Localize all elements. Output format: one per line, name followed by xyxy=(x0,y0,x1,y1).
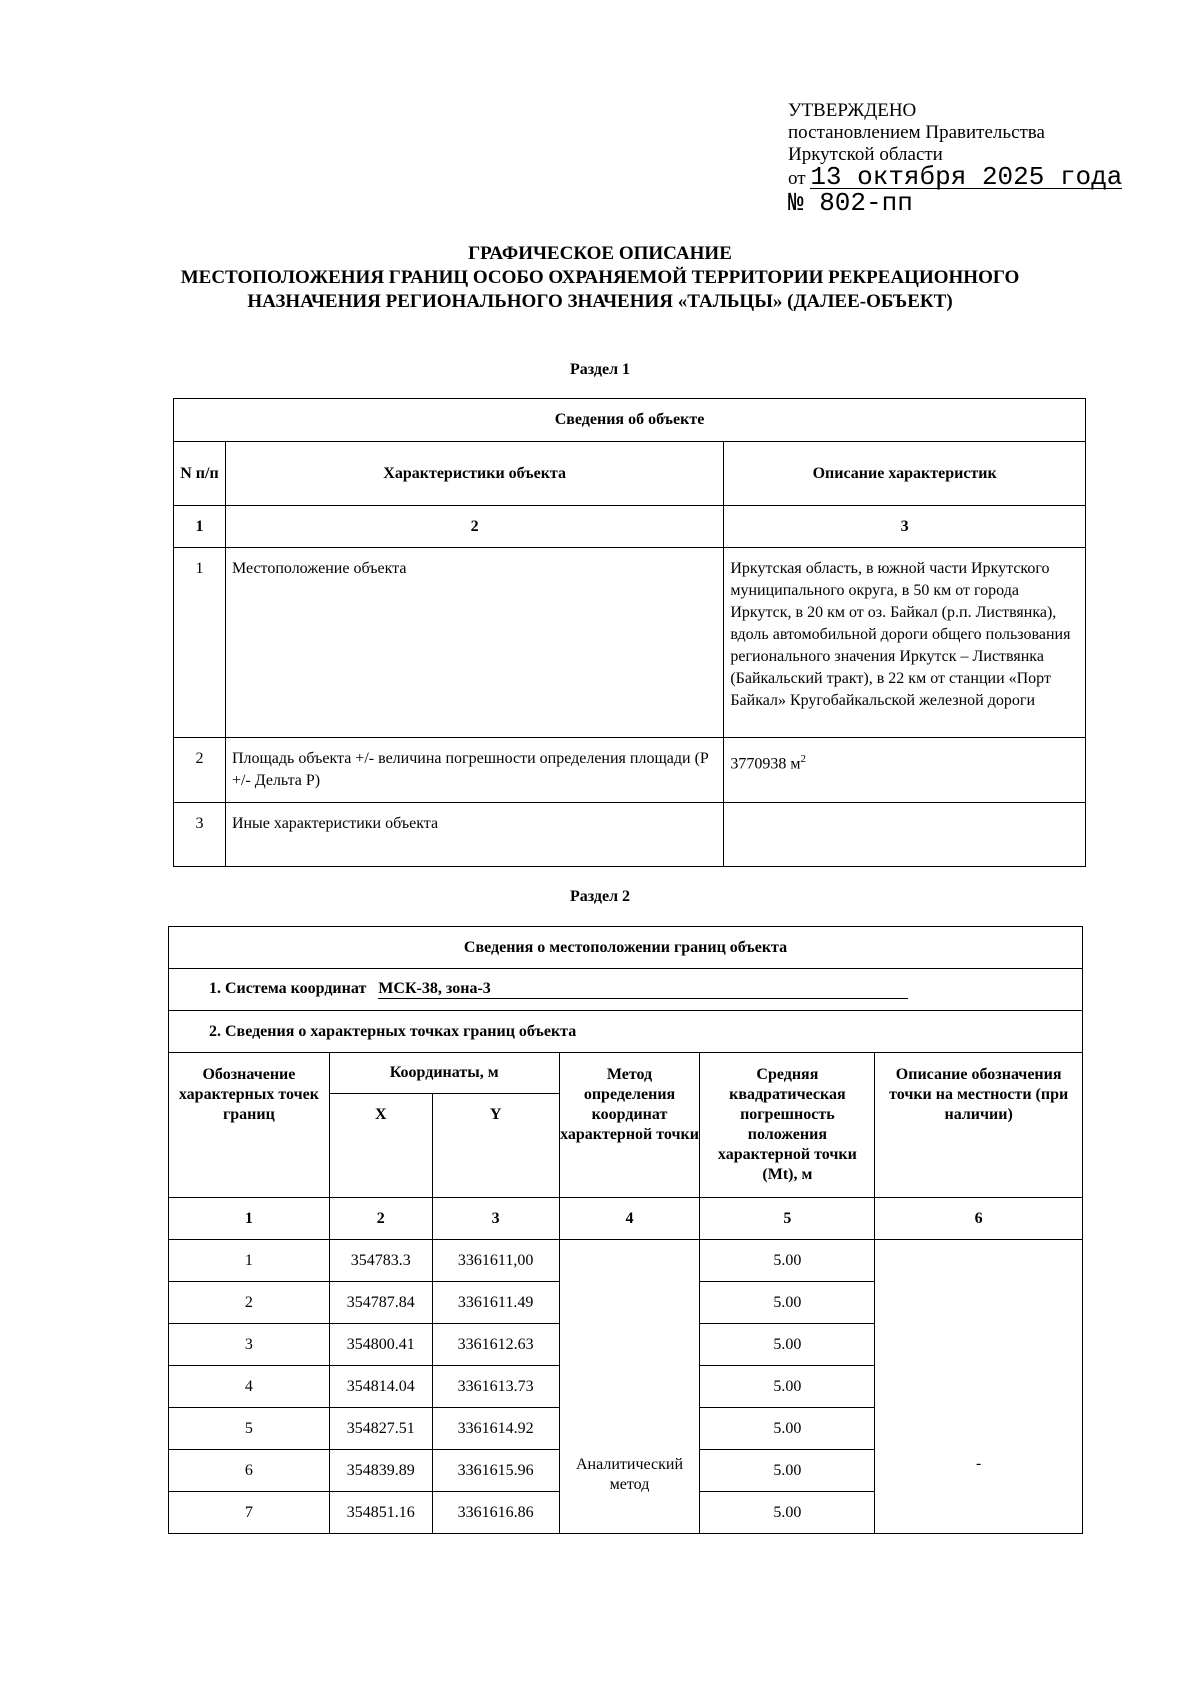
point-y: 3361611,00 xyxy=(432,1240,559,1282)
point-id: 1 xyxy=(169,1240,330,1282)
point-y: 3361613.73 xyxy=(432,1366,559,1408)
object-info-table xyxy=(173,398,1086,867)
point-error: 5.00 xyxy=(700,1492,875,1534)
approval-line-1: постановлением Правительства xyxy=(788,122,1045,143)
row-number: 3 xyxy=(174,803,226,867)
table-row xyxy=(174,548,1086,738)
table-row xyxy=(174,738,1086,803)
index-cell: 1 xyxy=(174,506,226,548)
boundary-points-table xyxy=(168,926,1083,1534)
document-title xyxy=(150,242,1050,314)
header-point: Обозначение характерных точек границ xyxy=(169,1053,330,1198)
point-x: 354839.89 xyxy=(329,1450,432,1492)
table-row xyxy=(174,803,1086,867)
approval-stamp xyxy=(788,100,1123,218)
index-cell: 6 xyxy=(875,1198,1083,1240)
point-error: 5.00 xyxy=(700,1366,875,1408)
approval-date-line xyxy=(788,162,1123,192)
point-error: 5.00 xyxy=(700,1324,875,1366)
point-x: 354787.84 xyxy=(329,1282,432,1324)
point-y: 3361615.96 xyxy=(432,1450,559,1492)
row-name: Иные характеристики объекта xyxy=(225,803,723,867)
header-coordinates: Координаты, м xyxy=(329,1053,559,1094)
header-n: N п/п xyxy=(174,442,226,506)
header-characteristic: Характеристики объекта xyxy=(225,442,723,506)
header-error: Средняя квадратическая погрешность положения характерной точки (Mt), м xyxy=(700,1053,875,1198)
header-y: Y xyxy=(432,1094,559,1198)
description-value: - xyxy=(875,1240,1083,1534)
point-id: 4 xyxy=(169,1366,330,1408)
point-x: 354800.41 xyxy=(329,1324,432,1366)
header-description: Описание характеристик xyxy=(724,442,1086,506)
row-number: 2 xyxy=(174,738,226,803)
approval-heading: УТВЕРЖДЕНО xyxy=(788,100,917,121)
point-x: 354851.16 xyxy=(329,1492,432,1534)
index-cell: 2 xyxy=(225,506,723,548)
area-unit-superscript: 2 xyxy=(800,753,806,765)
coordinate-system-label: 1. Система координат xyxy=(209,980,367,997)
approval-date-prefix: от xyxy=(788,168,806,189)
point-id: 7 xyxy=(169,1492,330,1534)
point-x: 354814.04 xyxy=(329,1366,432,1408)
method-value: Аналитический метод xyxy=(559,1240,700,1534)
index-cell: 5 xyxy=(700,1198,875,1240)
row-number: 1 xyxy=(174,548,226,738)
point-error: 5.00 xyxy=(700,1282,875,1324)
point-x: 354783.3 xyxy=(329,1240,432,1282)
row-value: Иркутская область, в южной части Иркутского муниципального округа, в 50 км от города Иркутск, в 20 км от оз. Байкал (р.п. Листвянка), вдоль автомобильной дороги общего пользования регионального значения Иркутск – Листвянка (Байкальский тракт), в 22 км от станции «Порт Байкал» Кругобайкальской железной дороги xyxy=(724,548,1086,738)
index-cell: 3 xyxy=(432,1198,559,1240)
index-cell: 3 xyxy=(724,506,1086,548)
table-row xyxy=(169,1240,1083,1282)
point-error: 5.00 xyxy=(700,1408,875,1450)
point-id: 2 xyxy=(169,1282,330,1324)
coordinate-system-row xyxy=(169,969,1083,1011)
row-name: Местоположение объекта xyxy=(225,548,723,738)
title-line-2: МЕСТОПОЛОЖЕНИЯ ГРАНИЦ ОСОБО ОХРАНЯЕМОЙ ТЕРРИТОРИИ РЕКРЕАЦИОННОГО xyxy=(180,267,1020,288)
header-description: Описание обозначения точки на местности (при наличии) xyxy=(875,1053,1083,1198)
boundary-table-title: Сведения о местоположении границ объекта xyxy=(169,927,1083,969)
point-id: 3 xyxy=(169,1324,330,1366)
area-value: 3770938 м xyxy=(730,755,801,773)
point-id: 6 xyxy=(169,1450,330,1492)
header-x: X xyxy=(329,1094,432,1198)
point-x: 354827.51 xyxy=(329,1408,432,1450)
section-1-label: Раздел 1 xyxy=(569,361,631,378)
point-y: 3361611.49 xyxy=(432,1282,559,1324)
approval-number: № 802-пп xyxy=(788,188,913,218)
point-error: 5.00 xyxy=(700,1240,875,1282)
index-cell: 1 xyxy=(169,1198,330,1240)
section-2-label: Раздел 2 xyxy=(569,888,631,905)
point-id: 5 xyxy=(169,1408,330,1450)
title-line-3: НАЗНАЧЕНИЯ РЕГИОНАЛЬНОГО ЗНАЧЕНИЯ «ТАЛЬЦЫ» (ДАЛЕЕ-ОБЪЕКТ) xyxy=(247,291,953,312)
approval-date: 13 октября 2025 года xyxy=(810,162,1123,192)
point-y: 3361612.63 xyxy=(432,1324,559,1366)
point-error: 5.00 xyxy=(700,1450,875,1492)
index-cell: 4 xyxy=(559,1198,700,1240)
row-value xyxy=(724,803,1086,867)
point-y: 3361616.86 xyxy=(432,1492,559,1534)
approval-line-2: Иркутской области xyxy=(788,144,943,165)
header-method: Метод определения координат характерной точки xyxy=(559,1053,700,1198)
row-name: Площадь объекта +/- величина погрешности определения площади (Р +/- Дельта Р) xyxy=(225,738,723,803)
title-line-1: ГРАФИЧЕСКОЕ ОПИСАНИЕ xyxy=(468,243,732,264)
points-section-title: 2. Сведения о характерных точках границ объекта xyxy=(169,1011,1083,1053)
coordinate-system-value: МСК-38, зона-3 xyxy=(378,980,908,999)
index-cell: 2 xyxy=(329,1198,432,1240)
point-y: 3361614.92 xyxy=(432,1408,559,1450)
row-value xyxy=(724,738,1086,803)
object-info-title: Сведения об объекте xyxy=(174,399,1086,442)
